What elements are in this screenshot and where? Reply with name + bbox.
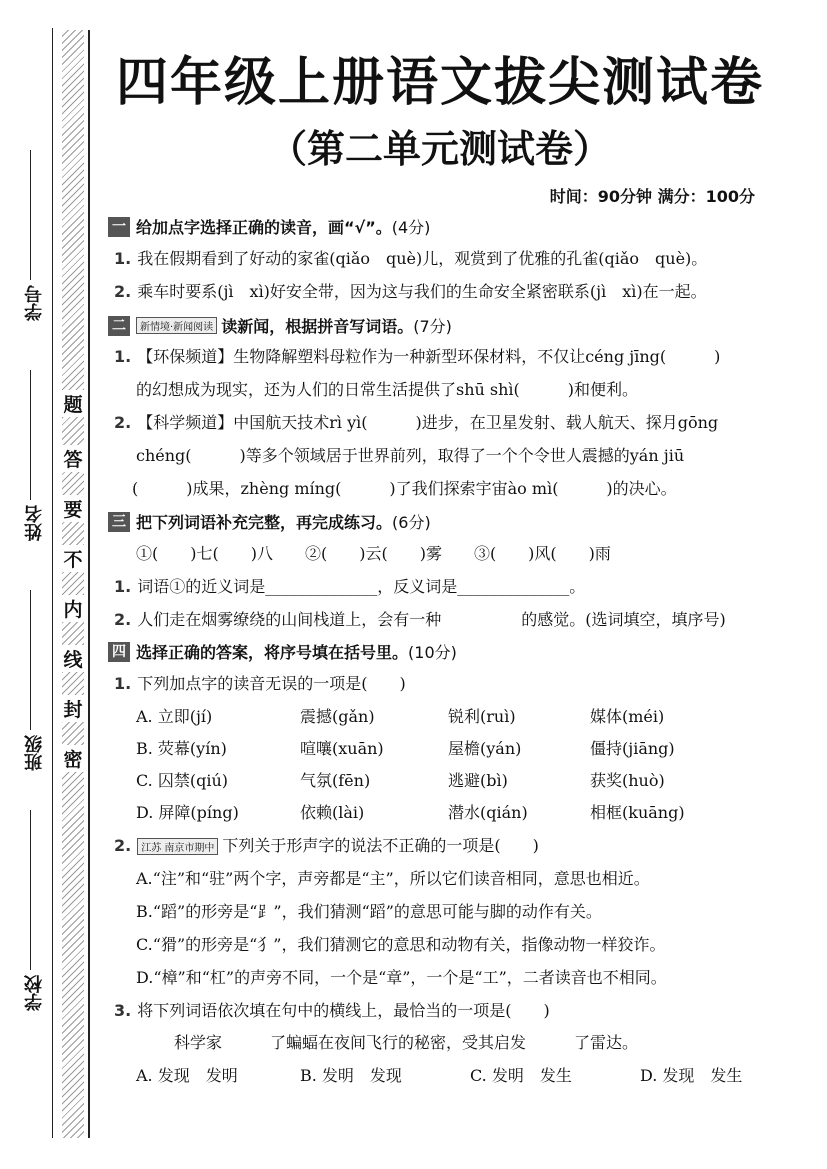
option: 僵持(jiāng) — [590, 739, 675, 758]
section-3-header: 三 把下列词语补充完整，再完成练习。 (6分) — [108, 510, 431, 533]
seal-char: 封 — [60, 695, 86, 722]
question-1-1: 1. 我在假期看到了好动的家雀(qiǎo què)儿，观赏到了优雅的孔雀(qiǎo què)。 — [114, 249, 708, 268]
question-4-2: 2. 江苏 南京市期中 下列关于形声字的说法不正确的一项是( ) — [114, 836, 539, 855]
section-2-header: 二 新情境·新闻阅读 读新闻，根据拼音写词语。 (7分) — [108, 314, 452, 337]
option: C.“猾”的形旁是“犭”，我们猜测它的意思和动物有关，指像动物一样狡诈。 — [136, 935, 666, 954]
question-1-2: 2. 乘车时要系(jì xì)好安全带，因为这与我们的生命安全紧密联系(jì xì)在一起。 — [114, 282, 707, 301]
id-label: 学号 — [24, 285, 45, 321]
section-4-header: 四 选择正确的答案，将序号填在括号里。 (10分) — [108, 640, 457, 663]
option: A. 发现 发明 — [136, 1066, 238, 1085]
name-label: 姓名 — [24, 505, 45, 541]
option: C. 发明 发生 — [470, 1066, 572, 1085]
option: D. 发现 发生 — [640, 1066, 743, 1085]
seal-char: 答 — [60, 445, 86, 472]
school-label: 学校 — [24, 975, 45, 1011]
question-2-2: 2. 【科学频道】中国航天技术rì yì( )进步，在卫星发射、载人航天、探月gōng — [114, 413, 719, 432]
option: 潜水(qián) — [448, 803, 528, 822]
seal-char: 要 — [60, 495, 86, 522]
idiom-words: ①( )七( )八 ②( )云( )雾 ③( )风( )雨 — [136, 544, 611, 563]
question-2-1: 1. 【环保频道】生物降解塑料母粒作为一种新型环保材料，不仅让céng jīng( ) — [114, 347, 721, 366]
seal-char: 题 — [60, 390, 86, 417]
seal-char: 不 — [60, 545, 86, 572]
option: 逃避(bì) — [448, 771, 508, 790]
option: 获奖(huò) — [590, 771, 665, 790]
seal-char: 线 — [60, 645, 86, 672]
seal-char: 内 — [60, 595, 86, 622]
option: 相框(kuāng) — [590, 803, 685, 822]
question-4-3: 3. 将下列词语依次填在句中的横线上，最恰当的一项是( ) — [114, 1001, 550, 1020]
option: B.“蹈”的形旁是“⻊”，我们猜测“蹈”的意思可能与脚的动作有关。 — [136, 902, 602, 921]
option: A.“注”和“驻”两个字，声旁都是“主”，所以它们读音相同，意思也相近。 — [136, 869, 650, 888]
seal-char: 密 — [60, 745, 86, 772]
option: 锐利(ruì) — [448, 707, 516, 726]
option: B. 荧幕(yín) — [136, 739, 227, 758]
seal-line — [88, 30, 90, 1138]
binding-margin — [0, 0, 100, 1169]
option: 气氛(fēn) — [300, 771, 371, 790]
option: B. 发明 发现 — [300, 1066, 402, 1085]
option: 震撼(gǎn) — [300, 707, 375, 726]
class-label: 班级 — [24, 735, 45, 771]
margin-line — [52, 28, 53, 1138]
exam-meta: 时间：90分钟 满分：100分 — [549, 187, 755, 206]
page-subtitle: （第二单元测试卷） — [268, 127, 611, 171]
option: 屋檐(yán) — [448, 739, 522, 758]
name-field[interactable] — [30, 370, 31, 500]
school-field[interactable] — [30, 810, 31, 970]
question-2-2-cont: chéng( )等多个领域居于世界前列，取得了一个个令世人震撼的yán jiū — [136, 446, 685, 465]
question-4-3-sentence: 科学家 了蝙蝠在夜间飞行的秘密，受其启发 了雷达。 — [174, 1033, 639, 1052]
question-3-2: 2. 人们走在烟雾缭绕的山间栈道上，会有一种 的感觉。(选词填空，填序号) — [114, 610, 726, 629]
page-title: 四年级上册语文拔尖测试卷 — [115, 53, 764, 113]
seal-hatch — [62, 30, 84, 1138]
question-3-1: 1. 词语①的近义词是______________，反义词是______________。 — [114, 577, 586, 596]
question-2-1-cont: 的幻想成为现实，还为人们的日常生活提供了shū shì( )和便利。 — [136, 380, 639, 399]
section-1-header: 一 给加点字选择正确的读音，画“√”。 (4分) — [108, 215, 430, 238]
question-4-1: 1. 下列加点字的读音无误的一项是( ) — [114, 674, 406, 693]
option: C. 囚禁(qiú) — [136, 771, 228, 790]
option: 依赖(lài) — [300, 803, 365, 822]
class-field[interactable] — [30, 590, 31, 730]
option: A. 立即(jí) — [136, 707, 213, 726]
option: D. 屏障(píng) — [136, 803, 239, 822]
option: D.“樟”和“杠”的声旁不同，一个是“章”，一个是“工”，二者读音也不相同。 — [136, 968, 667, 987]
option: 媒体(méi) — [590, 707, 665, 726]
question-2-2-cont: ( )成果，zhèng míng( )了我们探索宇宙ào mì( )的决心。 — [132, 479, 677, 498]
id-field[interactable] — [30, 150, 31, 280]
option: 喧嚷(xuān) — [300, 739, 384, 758]
